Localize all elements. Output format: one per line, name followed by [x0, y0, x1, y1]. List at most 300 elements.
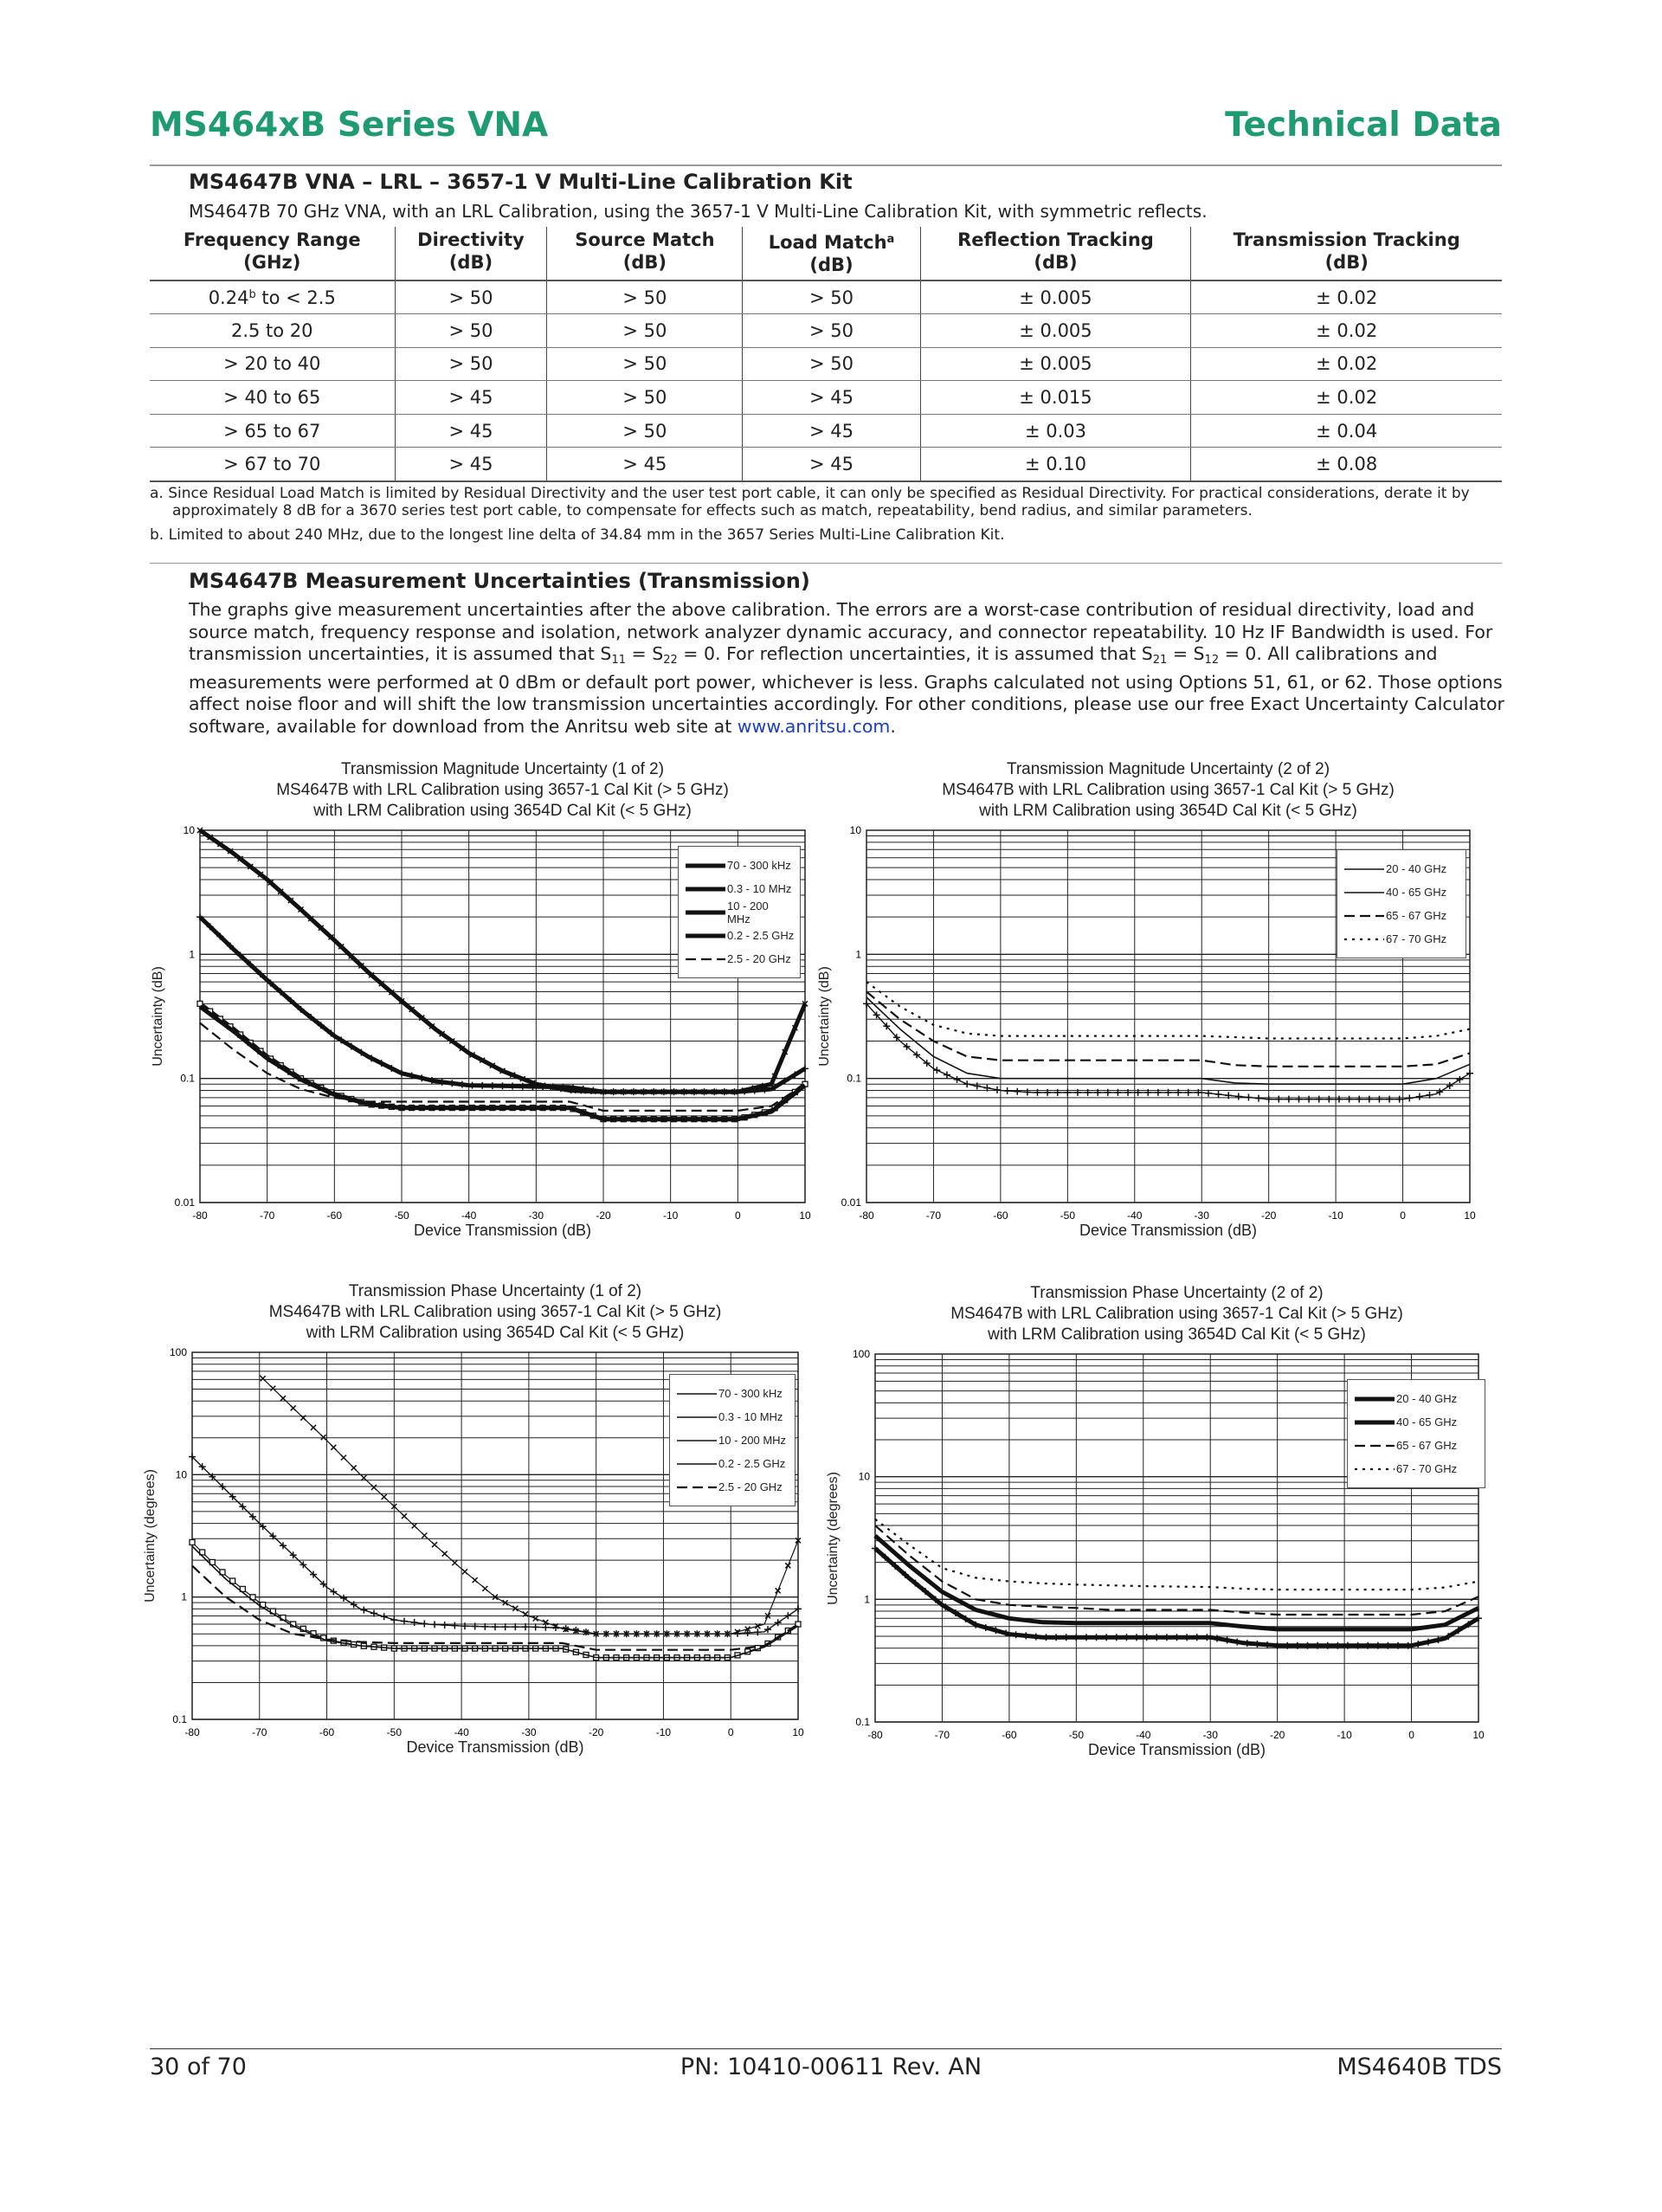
subscript: 12 [1204, 654, 1220, 667]
table-cell: > 65 to 67 [150, 414, 395, 448]
footnote-a: a. Since Residual Load Match is limited by Residual Directivity and the user test port cable, it can only be specified as Residual Directivity. For practical considerations, derate it by approximately 8 dB for a 3670 series test port cable, to compensate for effects such as match, repeatability, bend radius, and similar parameters. [150, 485, 1470, 519]
data-point-marker [1346, 1096, 1353, 1103]
data-point-marker [462, 1569, 467, 1574]
table-cell: ± 0.005 [920, 347, 1191, 381]
table-cell [150, 281, 395, 314]
column-header-unit: (dB) [1034, 252, 1078, 273]
footnote-b: b. Limited to about 240 MHz, due to the longest line delta of 34.84 mm in the 3657 Series Multi-Line Calibration Kit. [150, 526, 1005, 544]
table-cell: ± 0.02 [1191, 281, 1502, 314]
table-cell: ± 0.02 [1191, 347, 1502, 381]
x-tick-label: -20 [1269, 1729, 1285, 1741]
x-tick-label: -10 [655, 1726, 672, 1738]
series-line [866, 1003, 1470, 1099]
data-point-marker [311, 1425, 316, 1430]
column-header-unit: (dB) [622, 252, 667, 273]
data-point-marker [482, 1586, 487, 1591]
data-point-marker [270, 1386, 275, 1391]
table-row [150, 347, 1502, 381]
data-point-marker [331, 1445, 336, 1450]
data-point-marker [1183, 1634, 1190, 1641]
chart-title-line: with LRM Calibration using 3654D Cal Kit (< 5 GHz) [313, 802, 692, 820]
data-point-marker [291, 1405, 296, 1410]
legend-item [675, 1428, 789, 1452]
data-point-marker [1024, 1088, 1031, 1095]
subscript: 22 [663, 654, 678, 667]
column-header [1191, 227, 1502, 281]
x-tick-label: 10 [792, 1726, 804, 1738]
legend-label: 65 - 67 GHz [1386, 909, 1447, 922]
table-cell: > 50 [743, 281, 920, 314]
x-tick-label: -20 [1260, 1209, 1277, 1222]
table-cell: ± 0.005 [920, 314, 1191, 348]
x-tick-label: -50 [394, 1209, 409, 1222]
footnote-marker: a [886, 233, 895, 246]
legend-swatch [1343, 911, 1386, 921]
cell-text: 0.24 [208, 287, 249, 308]
data-point-marker [1264, 1641, 1271, 1648]
legend-label: 67 - 70 GHz [1386, 932, 1447, 945]
data-point-marker [412, 1523, 417, 1528]
table-body [150, 281, 1502, 481]
y-tick-label: 1 [864, 1593, 870, 1606]
legend-item [1353, 1410, 1479, 1434]
data-point-marker [381, 1613, 388, 1620]
uncertainty-section-title: MS4647B Measurement Uncertainties (Transmission) [189, 569, 810, 593]
data-point-marker [1053, 1634, 1060, 1641]
table-cell: 2.5 to 20 [150, 314, 395, 348]
doc-series-title: MS464xB Series VNA [150, 106, 549, 145]
data-point-marker [432, 1542, 437, 1547]
column-header-unit: (dB) [809, 255, 854, 275]
document-name: MS4640B TDS [1337, 2054, 1502, 2080]
series-line [200, 1007, 805, 1119]
data-point-marker [1366, 1096, 1373, 1103]
x-tick-label: -40 [454, 1726, 469, 1738]
x-tick-label: 0 [734, 1209, 741, 1222]
data-point-marker [451, 1622, 458, 1629]
series-line [866, 982, 1470, 1038]
legend-item [675, 1475, 789, 1499]
y-tick-label: 0.01 [174, 1196, 195, 1209]
legend-label: 0.2 - 2.5 GHz [718, 1457, 786, 1470]
legend-swatch [675, 1482, 718, 1493]
chart-title-line: Transmission Phase Uncertainty (1 of 2) [348, 1282, 642, 1300]
y-tick-label: 1 [855, 948, 861, 961]
y-tick-label: 0.01 [841, 1196, 861, 1209]
legend-item [684, 854, 795, 877]
data-point-marker [1386, 1096, 1393, 1103]
x-tick-label: 10 [1464, 1209, 1476, 1222]
table-cell: > 45 [743, 448, 920, 481]
data-point-marker [1356, 1096, 1362, 1103]
x-tick-label: -60 [326, 1209, 343, 1222]
x-tick-label: -20 [596, 1209, 611, 1222]
y-tick-label: 0.1 [172, 1713, 187, 1725]
data-point-marker [754, 1628, 761, 1635]
legend-label: 0.2 - 2.5 GHz [727, 929, 795, 942]
x-axis-label: Device Transmission (dB) [1087, 1741, 1266, 1758]
data-point-marker [1004, 1087, 1011, 1094]
legend-label: 70 - 300 kHz [718, 1387, 783, 1400]
chart-title-line: with LRM Calibration using 3654D Cal Kit (< 5 GHz) [988, 1325, 1366, 1344]
x-tick-label: -80 [859, 1209, 874, 1222]
data-point-marker [1033, 1633, 1040, 1640]
cell-text: to < 2.5 [255, 287, 336, 308]
table-header-row [150, 227, 1502, 281]
table-row [150, 281, 1502, 314]
legend-item [684, 947, 795, 971]
x-tick-label: -10 [1328, 1209, 1343, 1222]
legend-item [684, 924, 795, 947]
x-tick-label: 10 [799, 1209, 811, 1222]
x-axis-label: Device Transmission (dB) [406, 1738, 584, 1756]
data-point-marker [1103, 1634, 1110, 1641]
data-point-marker [764, 1626, 771, 1633]
legend-item [1353, 1434, 1479, 1457]
table-cell: ± 0.03 [920, 414, 1191, 448]
table-row [150, 448, 1502, 481]
data-point-marker [390, 1616, 397, 1623]
page-number: 30 of 70 [150, 2054, 247, 2080]
anritsu-website-link[interactable]: www.anritsu.com [737, 715, 891, 737]
x-axis-label: Device Transmission (dB) [1079, 1222, 1258, 1239]
data-point-marker [1244, 1640, 1251, 1647]
data-point-marker [1123, 1634, 1130, 1641]
chart-title-line: Transmission Phase Uncertainty (2 of 2) [1030, 1284, 1324, 1302]
data-point-marker [411, 1619, 418, 1626]
table-cell: > 45 [743, 414, 920, 448]
data-point-marker [1215, 1091, 1222, 1098]
data-point-marker [1174, 1634, 1181, 1641]
data-point-marker [954, 1076, 961, 1083]
data-point-marker [1113, 1634, 1120, 1641]
data-point-marker [489, 1082, 496, 1089]
legend-swatch [1353, 1394, 1396, 1404]
data-point-marker [933, 1067, 940, 1074]
text: The graphs give measurement uncertainties after the above calibration. The errors are a worst-case contribution of residual directivity, load and source match, frequency response and isolation, network analyzer dynamic accuracy, and connector repeatability. 10 Hz IF Bandwidth is used. For transmission uncertainties, it is assumed that S [189, 599, 1493, 664]
table-cell: > 40 to 65 [150, 381, 395, 415]
data-point-marker [1153, 1634, 1160, 1641]
table-cell: > 45 [547, 448, 743, 481]
data-point-marker [784, 1612, 791, 1619]
data-point-marker [1083, 1634, 1090, 1641]
x-tick-label: -30 [521, 1726, 537, 1738]
legend-swatch [1343, 887, 1386, 898]
data-point-marker [963, 1080, 970, 1087]
y-axis-label: Uncertainty (dB) [151, 966, 165, 1067]
data-point-marker [1063, 1634, 1070, 1641]
table-cell: > 50 [547, 347, 743, 381]
table-cell: > 50 [547, 414, 743, 448]
chart-legend [1347, 1379, 1485, 1488]
x-axis-label: Device Transmission (dB) [413, 1222, 592, 1239]
x-tick-label: 0 [1408, 1729, 1414, 1741]
y-tick-label: 10 [849, 824, 861, 836]
table-cell: ± 0.02 [1191, 314, 1502, 348]
legend-swatch [1343, 934, 1386, 945]
data-point-marker [1133, 1634, 1140, 1641]
chart-legend [669, 1374, 796, 1506]
table-cell: > 50 [743, 314, 920, 348]
x-tick-label: -10 [1337, 1729, 1352, 1741]
part-number: PN: 10410-00611 Rev. AN [680, 2054, 982, 2080]
data-point-marker [1285, 1096, 1292, 1103]
data-point-marker [1456, 1076, 1463, 1083]
data-point-marker [479, 1082, 486, 1089]
table-cell: ± 0.015 [920, 381, 1191, 415]
x-tick-label: 10 [1472, 1729, 1485, 1741]
section-divider [150, 563, 1502, 564]
y-tick-label: 100 [169, 1346, 187, 1358]
data-point-marker [431, 1621, 438, 1628]
table-cell: ± 0.02 [1191, 381, 1502, 415]
data-point-marker [190, 1539, 195, 1545]
chart-title-line: MS4647B with LRL Calibration using 3657-1 Cal Kit (> 5 GHz) [942, 781, 1395, 799]
doc-section-title: Technical Data [1225, 106, 1502, 145]
spec-table-title: MS4647B VNA – LRL – 3657-1 V Multi-Line Calibration Kit [189, 170, 853, 194]
x-tick-label: -40 [1127, 1209, 1143, 1222]
subscript: 11 [611, 654, 626, 667]
legend-item [1343, 880, 1460, 904]
legend-label: 20 - 40 GHz [1386, 862, 1447, 875]
legend-label: 2.5 - 20 GHz [718, 1480, 783, 1493]
x-tick-label: -80 [192, 1209, 208, 1222]
data-point-marker [360, 1607, 367, 1614]
data-point-marker [1093, 1634, 1100, 1641]
y-tick-label: 0.1 [855, 1716, 870, 1728]
legend-swatch [1353, 1417, 1396, 1428]
x-tick-label: -40 [461, 1209, 477, 1222]
legend-label: 10 - 200 MHz [727, 899, 769, 925]
table-row [150, 314, 1502, 348]
series-line [200, 1003, 805, 1119]
legend-item [675, 1405, 789, 1428]
data-point-marker [422, 1533, 427, 1538]
data-point-marker [744, 1629, 751, 1636]
data-point-marker [1073, 1634, 1079, 1641]
calibration-spec-table [150, 227, 1502, 482]
legend-swatch [684, 954, 727, 964]
data-point-marker [1253, 1641, 1260, 1648]
data-point-marker [1022, 1632, 1029, 1639]
data-point-marker [330, 1588, 337, 1595]
legend-item [675, 1382, 789, 1405]
x-tick-label: -60 [319, 1726, 335, 1738]
y-tick-label: 10 [858, 1470, 870, 1483]
table-cell: > 45 [395, 381, 547, 415]
legend-swatch [1353, 1441, 1396, 1451]
column-header [547, 227, 743, 281]
chart-legend [678, 846, 801, 978]
data-point-marker [1466, 1070, 1473, 1077]
y-axis-label: Uncertainty (dB) [817, 966, 832, 1067]
text: = S [1167, 643, 1205, 664]
data-point-marker [421, 1621, 428, 1628]
data-point-marker [361, 1475, 366, 1480]
footnote-marker: b [248, 287, 256, 301]
chart-title-line: MS4647B with LRL Calibration using 3657-1 Cal Kit (> 5 GHz) [268, 1303, 722, 1321]
chart-title-line: Transmission Magnitude Uncertainty (2 of 2) [1006, 760, 1330, 778]
chart-phase-1 [143, 1282, 804, 1756]
table-cell: > 20 to 40 [150, 347, 395, 381]
x-tick-label: -80 [867, 1729, 883, 1741]
data-point-marker [775, 1619, 782, 1626]
legend-item [1353, 1387, 1479, 1410]
chart-title-line: Transmission Magnitude Uncertainty (1 of 2) [340, 760, 665, 778]
legend-label: 2.5 - 20 GHz [727, 952, 791, 965]
legend-item [1343, 927, 1460, 951]
data-point-marker [1013, 1631, 1020, 1638]
x-tick-label: -70 [925, 1209, 942, 1222]
data-point-marker [402, 1513, 407, 1519]
y-tick-label: 100 [852, 1348, 870, 1360]
data-point-marker [461, 1622, 468, 1629]
legend-swatch [675, 1389, 718, 1399]
y-tick-label: 1 [189, 948, 195, 961]
x-tick-label: -50 [1068, 1729, 1085, 1741]
data-point-marker [441, 1622, 448, 1628]
data-point-marker [321, 1435, 326, 1440]
table-cell: > 45 [395, 448, 547, 481]
data-point-marker [452, 1560, 457, 1565]
data-point-marker [1266, 1096, 1272, 1103]
data-point-marker [994, 1087, 1001, 1093]
series-line [875, 1525, 1478, 1615]
data-point-marker [1375, 1096, 1382, 1103]
legend-swatch [1353, 1464, 1396, 1474]
data-point-marker [1042, 1634, 1049, 1641]
x-tick-label: -70 [252, 1726, 267, 1738]
text: = S [626, 643, 664, 664]
table-cell: ± 0.005 [920, 281, 1191, 314]
legend-label: 20 - 40 GHz [1396, 1392, 1458, 1405]
x-tick-label: -30 [1194, 1209, 1209, 1222]
x-tick-label: -70 [934, 1729, 950, 1741]
x-tick-label: -60 [993, 1209, 1008, 1222]
data-point-marker [1235, 1093, 1242, 1100]
y-tick-label: 0.1 [847, 1072, 861, 1085]
legend-item [1343, 904, 1460, 927]
y-tick-label: 0.1 [180, 1072, 195, 1085]
data-point-marker [1406, 1094, 1413, 1101]
legend-label: 65 - 67 GHz [1396, 1439, 1458, 1452]
column-header [920, 227, 1191, 281]
legend-item [684, 900, 795, 924]
y-tick-label: 10 [175, 1468, 187, 1481]
table-row [150, 414, 1502, 448]
y-axis-label: Uncertainty (degrees) [143, 1469, 158, 1603]
data-point-marker [512, 1606, 518, 1611]
x-tick-label: -40 [1136, 1729, 1151, 1741]
column-header [395, 227, 547, 281]
table-cell: > 50 [395, 314, 547, 348]
x-tick-label: -60 [1002, 1729, 1017, 1741]
data-point-marker [469, 1082, 476, 1089]
text: . [890, 715, 896, 737]
data-point-marker [974, 1082, 981, 1089]
data-point-marker [1305, 1096, 1312, 1103]
data-point-marker [1296, 1096, 1303, 1103]
data-point-marker [340, 1595, 347, 1602]
data-point-marker [776, 1588, 781, 1593]
table-cell: ± 0.10 [920, 448, 1191, 481]
x-tick-label: -70 [259, 1209, 275, 1222]
data-point-marker [533, 1616, 538, 1622]
text: = 0. For reflection uncertainties, it is assumed that S [677, 643, 1153, 664]
column-header-label: Source Match [575, 229, 715, 250]
data-point-marker [341, 1455, 346, 1461]
legend-swatch [684, 907, 727, 918]
data-point-marker [499, 1082, 506, 1089]
y-tick-label: 10 [183, 824, 195, 836]
data-point-marker [1163, 1634, 1170, 1641]
data-point-marker [1416, 1093, 1423, 1100]
data-point-marker [532, 1623, 539, 1630]
text: = 0. All calibrations and measurements were performed at 0 dBm or default port power, whichever is less. Graphs calculated not using Options 51, 61, or 62. Those options affect noise floor and will shift the low transmission uncertainties accordingly. For other conditions, please use our free Exact Uncertainty Calculator software, available for download from the Anritsu web site at [189, 643, 1504, 737]
legend-swatch [684, 861, 727, 871]
column-header-label: Load Match [768, 232, 887, 253]
data-point-marker [351, 1601, 358, 1608]
table-cell: > 67 to 70 [150, 448, 395, 481]
data-point-marker [371, 1485, 377, 1490]
chart-title-line: MS4647B with LRL Calibration using 3657-1 Cal Kit (> 5 GHz) [950, 1305, 1403, 1323]
column-header-unit: (dB) [448, 252, 493, 273]
chart-magnitude-2 [817, 760, 1476, 1239]
data-point-marker [1336, 1096, 1343, 1103]
legend-item [684, 877, 795, 900]
legend-label: 10 - 200 MHz [718, 1434, 787, 1447]
table-cell: > 50 [395, 281, 547, 314]
data-point-marker [1446, 1082, 1453, 1089]
subscript: 21 [1152, 654, 1168, 667]
data-point-marker [1245, 1094, 1252, 1101]
table-cell: > 50 [547, 281, 743, 314]
x-tick-label: -10 [662, 1209, 679, 1222]
chart-title-line: MS4647B with LRL Calibration using 3657-1 Cal Kit (> 5 GHz) [276, 781, 729, 799]
data-point-marker [944, 1071, 950, 1078]
legend-label: 67 - 70 GHz [1396, 1462, 1458, 1475]
legend-label: 0.3 - 10 MHz [727, 882, 792, 895]
x-tick-label: 0 [727, 1726, 734, 1738]
chart-legend [1337, 849, 1466, 958]
x-tick-label: -50 [1060, 1209, 1076, 1222]
data-point-marker [280, 1396, 286, 1401]
data-point-marker [1316, 1096, 1323, 1103]
legend-swatch [675, 1412, 718, 1422]
footer-divider [150, 2048, 1502, 2049]
legend-label: 70 - 300 kHz [727, 859, 791, 872]
chart-title-line: with LRM Calibration using 3654D Cal Kit (< 5 GHz) [306, 1324, 685, 1342]
series-line [192, 1543, 798, 1658]
uncertainty-description [189, 599, 1504, 738]
data-point-marker [1255, 1095, 1262, 1102]
data-point-marker [1194, 1634, 1201, 1641]
column-header [150, 227, 395, 281]
legend-swatch [675, 1435, 718, 1446]
data-point-marker [1436, 1088, 1443, 1095]
x-tick-label: 0 [1400, 1209, 1406, 1222]
chart-phase-2 [826, 1284, 1485, 1758]
x-tick-label: -50 [386, 1726, 403, 1738]
data-point-marker [261, 1376, 266, 1381]
column-header-unit: (GHz) [243, 252, 301, 273]
legend-item [1353, 1457, 1479, 1480]
data-point-marker [785, 1563, 790, 1568]
data-point-marker [1014, 1088, 1021, 1095]
legend-swatch [675, 1459, 718, 1469]
data-point-marker [1325, 1096, 1332, 1103]
table-cell: > 45 [743, 381, 920, 415]
